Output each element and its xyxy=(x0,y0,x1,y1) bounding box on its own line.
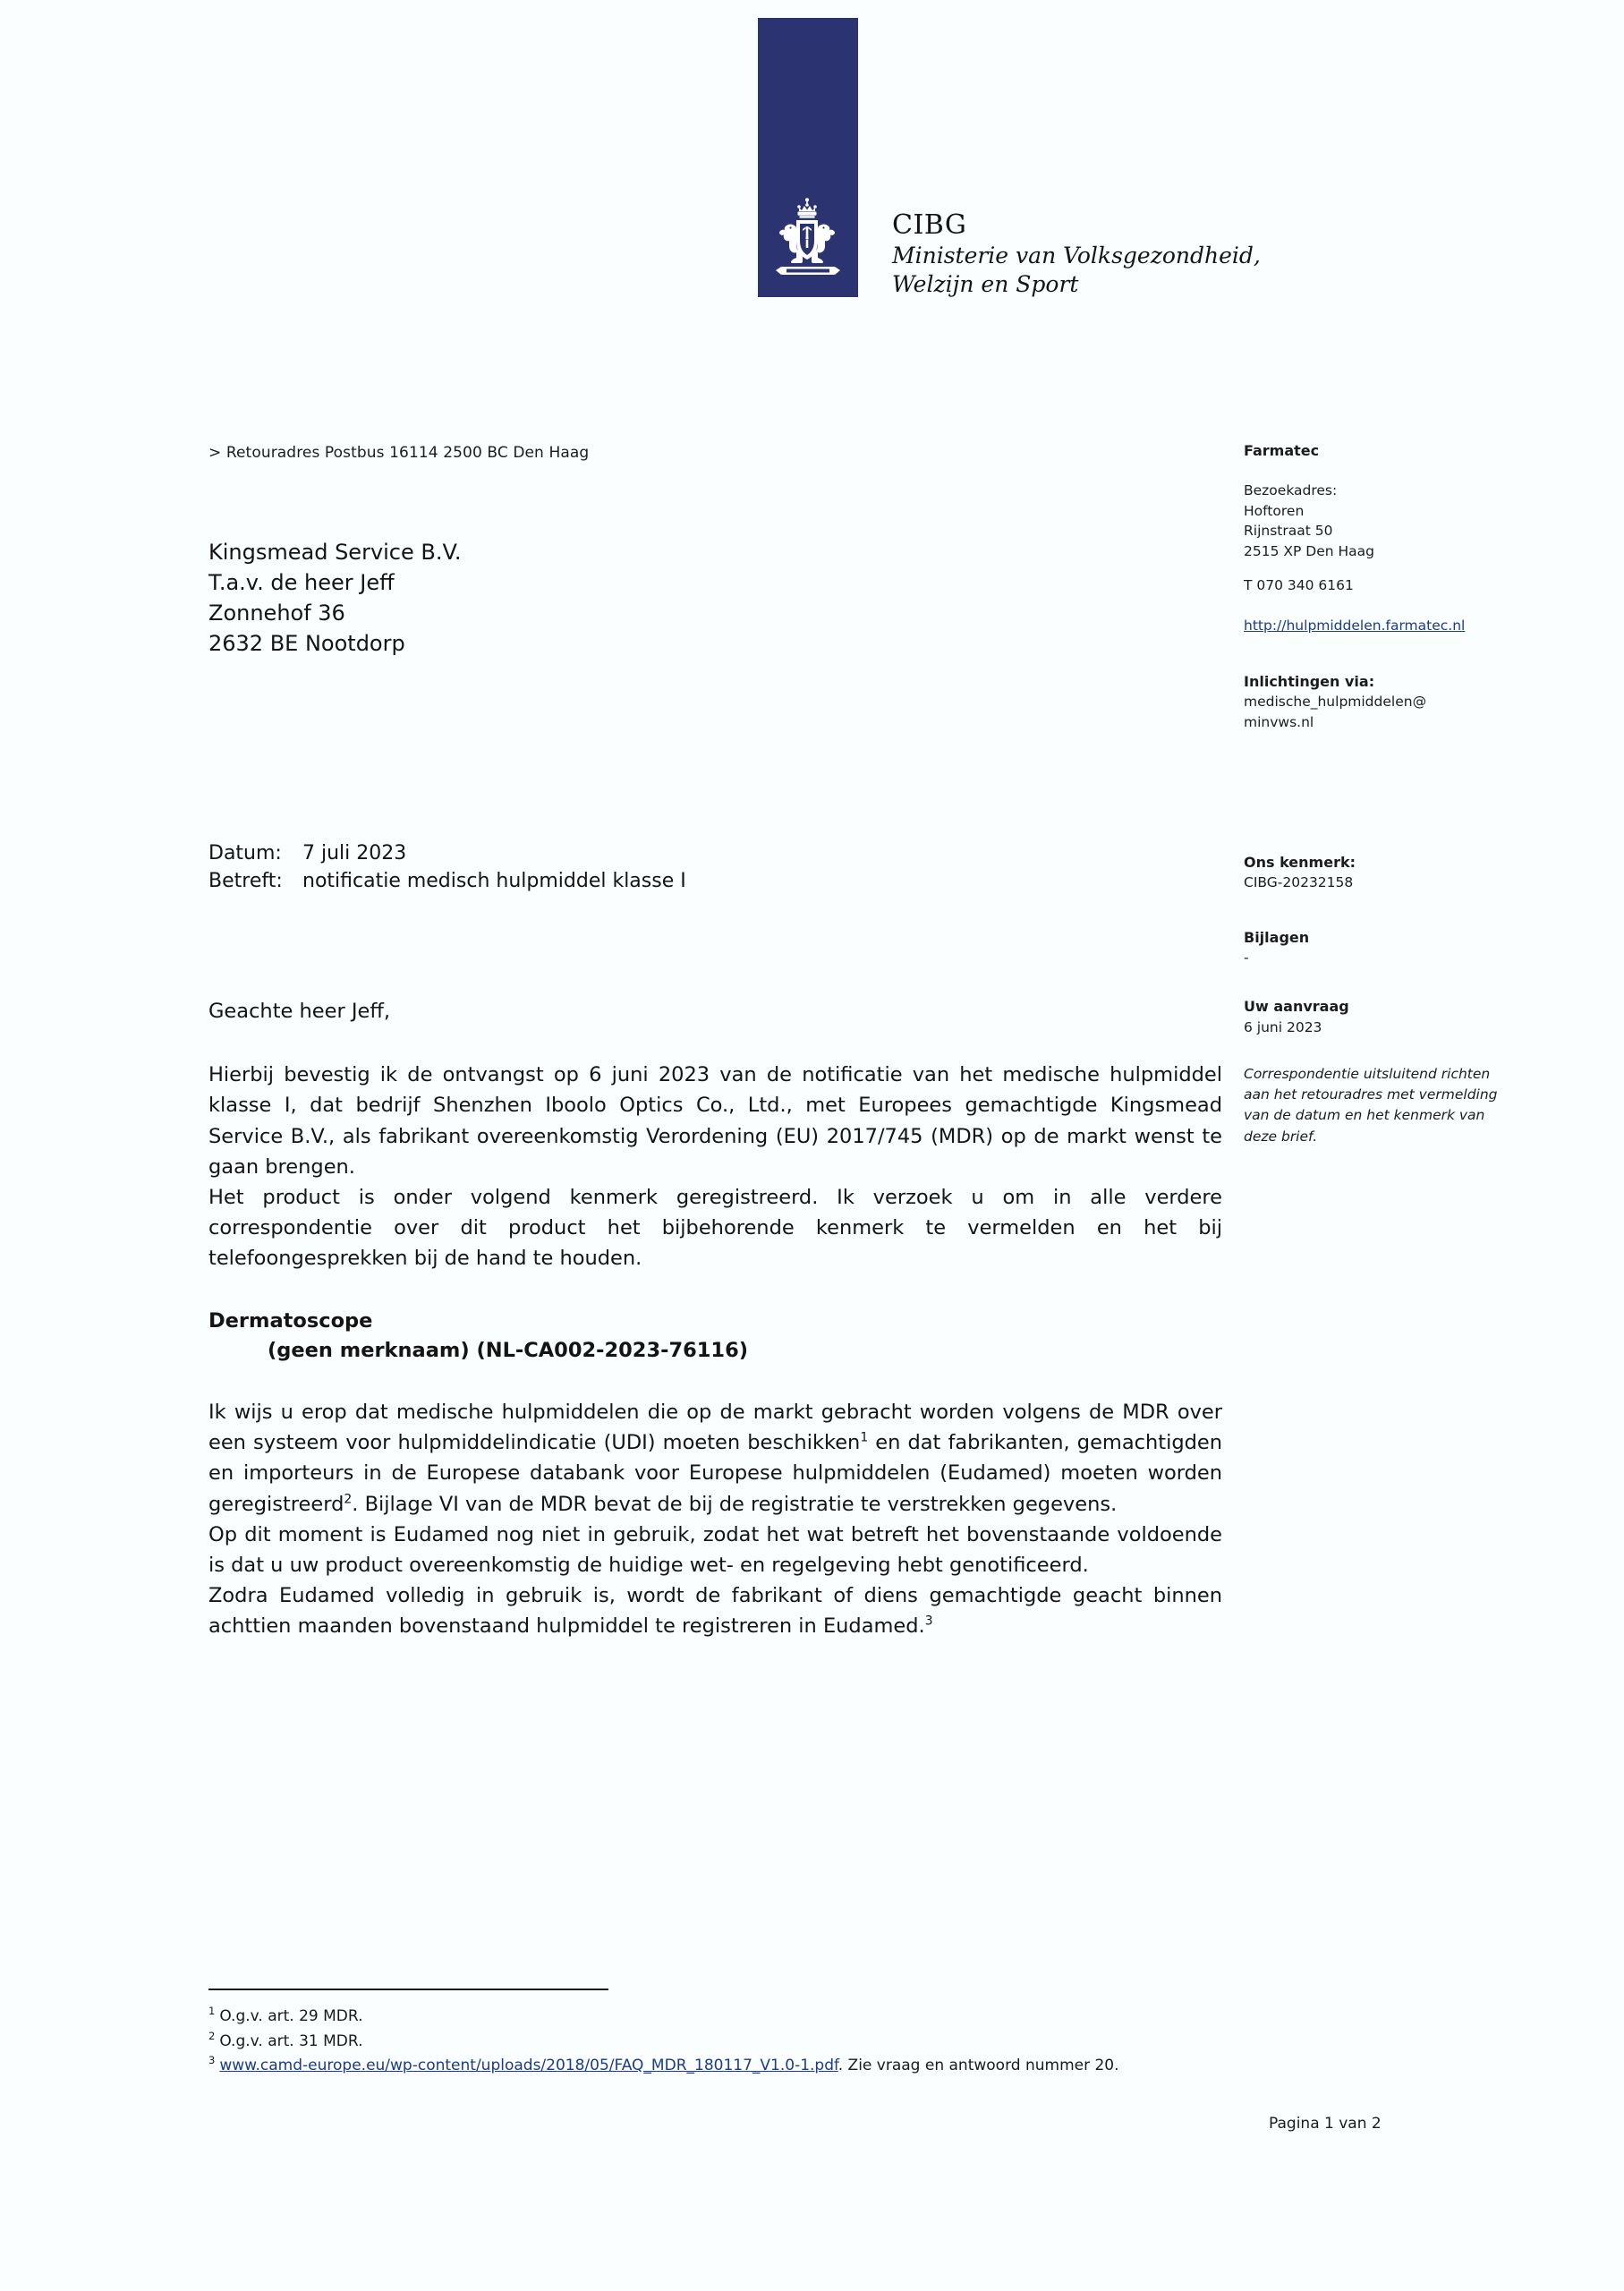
sidebar-visiting-address xyxy=(1244,481,1503,561)
info-email-line-1: medische_hulpmiddelen@ xyxy=(1244,694,1427,711)
sidebar-info xyxy=(1244,671,1503,732)
body-paragraph-5 xyxy=(208,1580,1222,1641)
attachments-group xyxy=(1244,927,1503,968)
subject-label: Betreft: xyxy=(208,870,283,893)
reference-group xyxy=(1244,852,1503,893)
recipient-street: Zonnehof 36 xyxy=(208,600,345,626)
letter-body xyxy=(208,996,1222,1642)
visiting-address-line-1: Hoftoren xyxy=(1244,502,1305,519)
visiting-address-line-2: Rijnstraat 50 xyxy=(1244,523,1333,540)
footnote-ref-1: 1 xyxy=(860,1430,869,1445)
subject-row xyxy=(208,867,686,895)
reference-label: Ons kenmerk: xyxy=(1244,854,1356,871)
footnote-separator xyxy=(208,1989,608,1990)
attachments-label: Bijlagen xyxy=(1244,928,1310,946)
paragraph-3-part-a: Ik wijs u erop dat medische hulpmiddelen die op de markt gebracht worden volgens de MDR over een systeem voor hulpmiddelindicatie (UDI) moeten beschikken xyxy=(208,1401,1222,1455)
body-paragraph-1: Hierbij bevestig ik de ontvangst op 6 juni 2023 van de notificatie van het medische hulpmiddel klasse I, dat bedrijf Shenzhen Iboolo Optics Co., Ltd., met Europees gemachtigde Kingsmead Service B.V., als fabrikant overeenkomstig Verordening (EU) 2017/745 (MDR) op de markt wenst te gaan brengen. xyxy=(208,1063,1222,1179)
paragraph-5-text: Zodra Eudamed volledig in gebruik is, wordt de fabrikant of diens gemachtigde geacht binnen achttien maanden bovenstaand hulpmiddel te registreren in Eudamed. xyxy=(208,1584,1222,1639)
date-row xyxy=(208,839,686,867)
footnote-3-link[interactable]: www.camd-europe.eu/wp-content/uploads/2018/05/FAQ_MDR_180117_V1.0-1.pdf xyxy=(219,2057,838,2075)
page-number: Pagina 1 van 2 xyxy=(1269,2115,1382,2133)
sidebar-website-link[interactable] xyxy=(1244,616,1503,635)
footnote-2-marker: 2 xyxy=(208,2029,216,2042)
sidebar-references xyxy=(1244,852,1503,1147)
body-paragraph-4: Op dit moment is Eudamed nog niet in gebruik, zodat het wat betreft het bovenstaande voldoende is dat u uw product overeenkomstig de huidige wet- en regelgeving hebt genotificeerd. xyxy=(208,1522,1222,1577)
date-label: Datum: xyxy=(208,842,282,864)
salutation: Geachte heer Jeff, xyxy=(208,1000,390,1023)
footnote-ref-2: 2 xyxy=(344,1492,353,1507)
reference-value: CIBG-20232158 xyxy=(1244,874,1354,891)
info-label: Inlichtingen via: xyxy=(1244,673,1375,690)
attachments-value: - xyxy=(1244,949,1249,966)
footnote-3-text: . Zie vraag en antwoord nummer 20. xyxy=(838,2057,1119,2075)
footnote-1 xyxy=(208,2005,1229,2030)
correspondence-note: Correspondentie uitsluitend richten aan het retouradres met vermelding van de datum en het kenmerk van deze brief. xyxy=(1244,1065,1498,1145)
dutch-coat-of-arms-icon xyxy=(765,197,851,286)
brand-name: CIBG xyxy=(892,209,967,241)
request-group xyxy=(1244,996,1503,1037)
body-paragraph-2: Het product is onder volgend kenmerk geregistreerd. Ik verzoek u om in alle verdere correspondentie over dit product het bijbehorende kenmerk te vermelden en het bij telefoongesprekken bij de hand te houden. xyxy=(208,1185,1222,1271)
product-registration xyxy=(208,1307,1222,1367)
product-reference: (geen merknaam) (NL-CA002-2023-76116) xyxy=(268,1339,749,1363)
website-link-text[interactable]: http://hulpmiddelen.farmatec.nl xyxy=(1244,617,1466,634)
logo-bar xyxy=(758,18,858,297)
product-name: Dermatoscope xyxy=(208,1308,373,1333)
footnote-ref-3: 3 xyxy=(924,1614,933,1629)
letter-meta xyxy=(208,839,686,895)
footnote-1-marker: 1 xyxy=(208,2005,216,2018)
recipient-address xyxy=(208,537,461,659)
footnote-2 xyxy=(208,2030,1229,2055)
recipient-company: Kingsmead Service B.V. xyxy=(208,540,462,565)
request-value: 6 juni 2023 xyxy=(1244,1018,1322,1035)
footnote-1-text: O.g.v. art. 29 MDR. xyxy=(219,2007,363,2025)
footnote-3 xyxy=(208,2054,1229,2079)
request-label: Uw aanvraag xyxy=(1244,998,1349,1016)
paragraph-3-part-b: en dat fabrikanten, gemachtigden en importeurs in de Europese databank voor Europese hulpmiddelen (Eudamed) moeten worden geregistreerd xyxy=(208,1431,1223,1516)
date-value: 7 juli 2023 xyxy=(302,842,407,864)
visiting-address-line-3: 2515 XP Den Haag xyxy=(1244,542,1374,559)
return-address: > Retouradres Postbus 16114 2500 BC Den Haag xyxy=(208,444,590,462)
letterhead xyxy=(758,18,1259,304)
footnotes xyxy=(208,2005,1229,2079)
ministry-line-2: Welzijn en Sport xyxy=(892,270,1079,297)
info-email-line-2: minvws.nl xyxy=(1244,713,1314,730)
subject-value: notificatie medisch hulpmiddel klasse I xyxy=(302,870,686,893)
sidebar-phone: T 070 340 6161 xyxy=(1244,577,1354,594)
visiting-address-label: Bezoekadres: xyxy=(1244,482,1338,499)
sidebar-contact xyxy=(1244,440,1503,732)
recipient-city: 2632 BE Nootdorp xyxy=(208,631,405,657)
recipient-attention: T.a.v. de heer Jeff xyxy=(208,570,395,596)
body-paragraph-3 xyxy=(208,1397,1222,1520)
wordmark xyxy=(892,209,1261,298)
footnote-3-marker: 3 xyxy=(208,2054,216,2067)
ministry-line-1: Ministerie van Volksgezondheid, xyxy=(892,242,1261,268)
paragraph-3-part-c: . Bijlage VI van de MDR bevat de bij de registratie te verstrekken gegevens. xyxy=(352,1492,1118,1516)
sidebar-org-name: Farmatec xyxy=(1244,442,1320,459)
footnote-2-text: O.g.v. art. 31 MDR. xyxy=(219,2031,363,2050)
